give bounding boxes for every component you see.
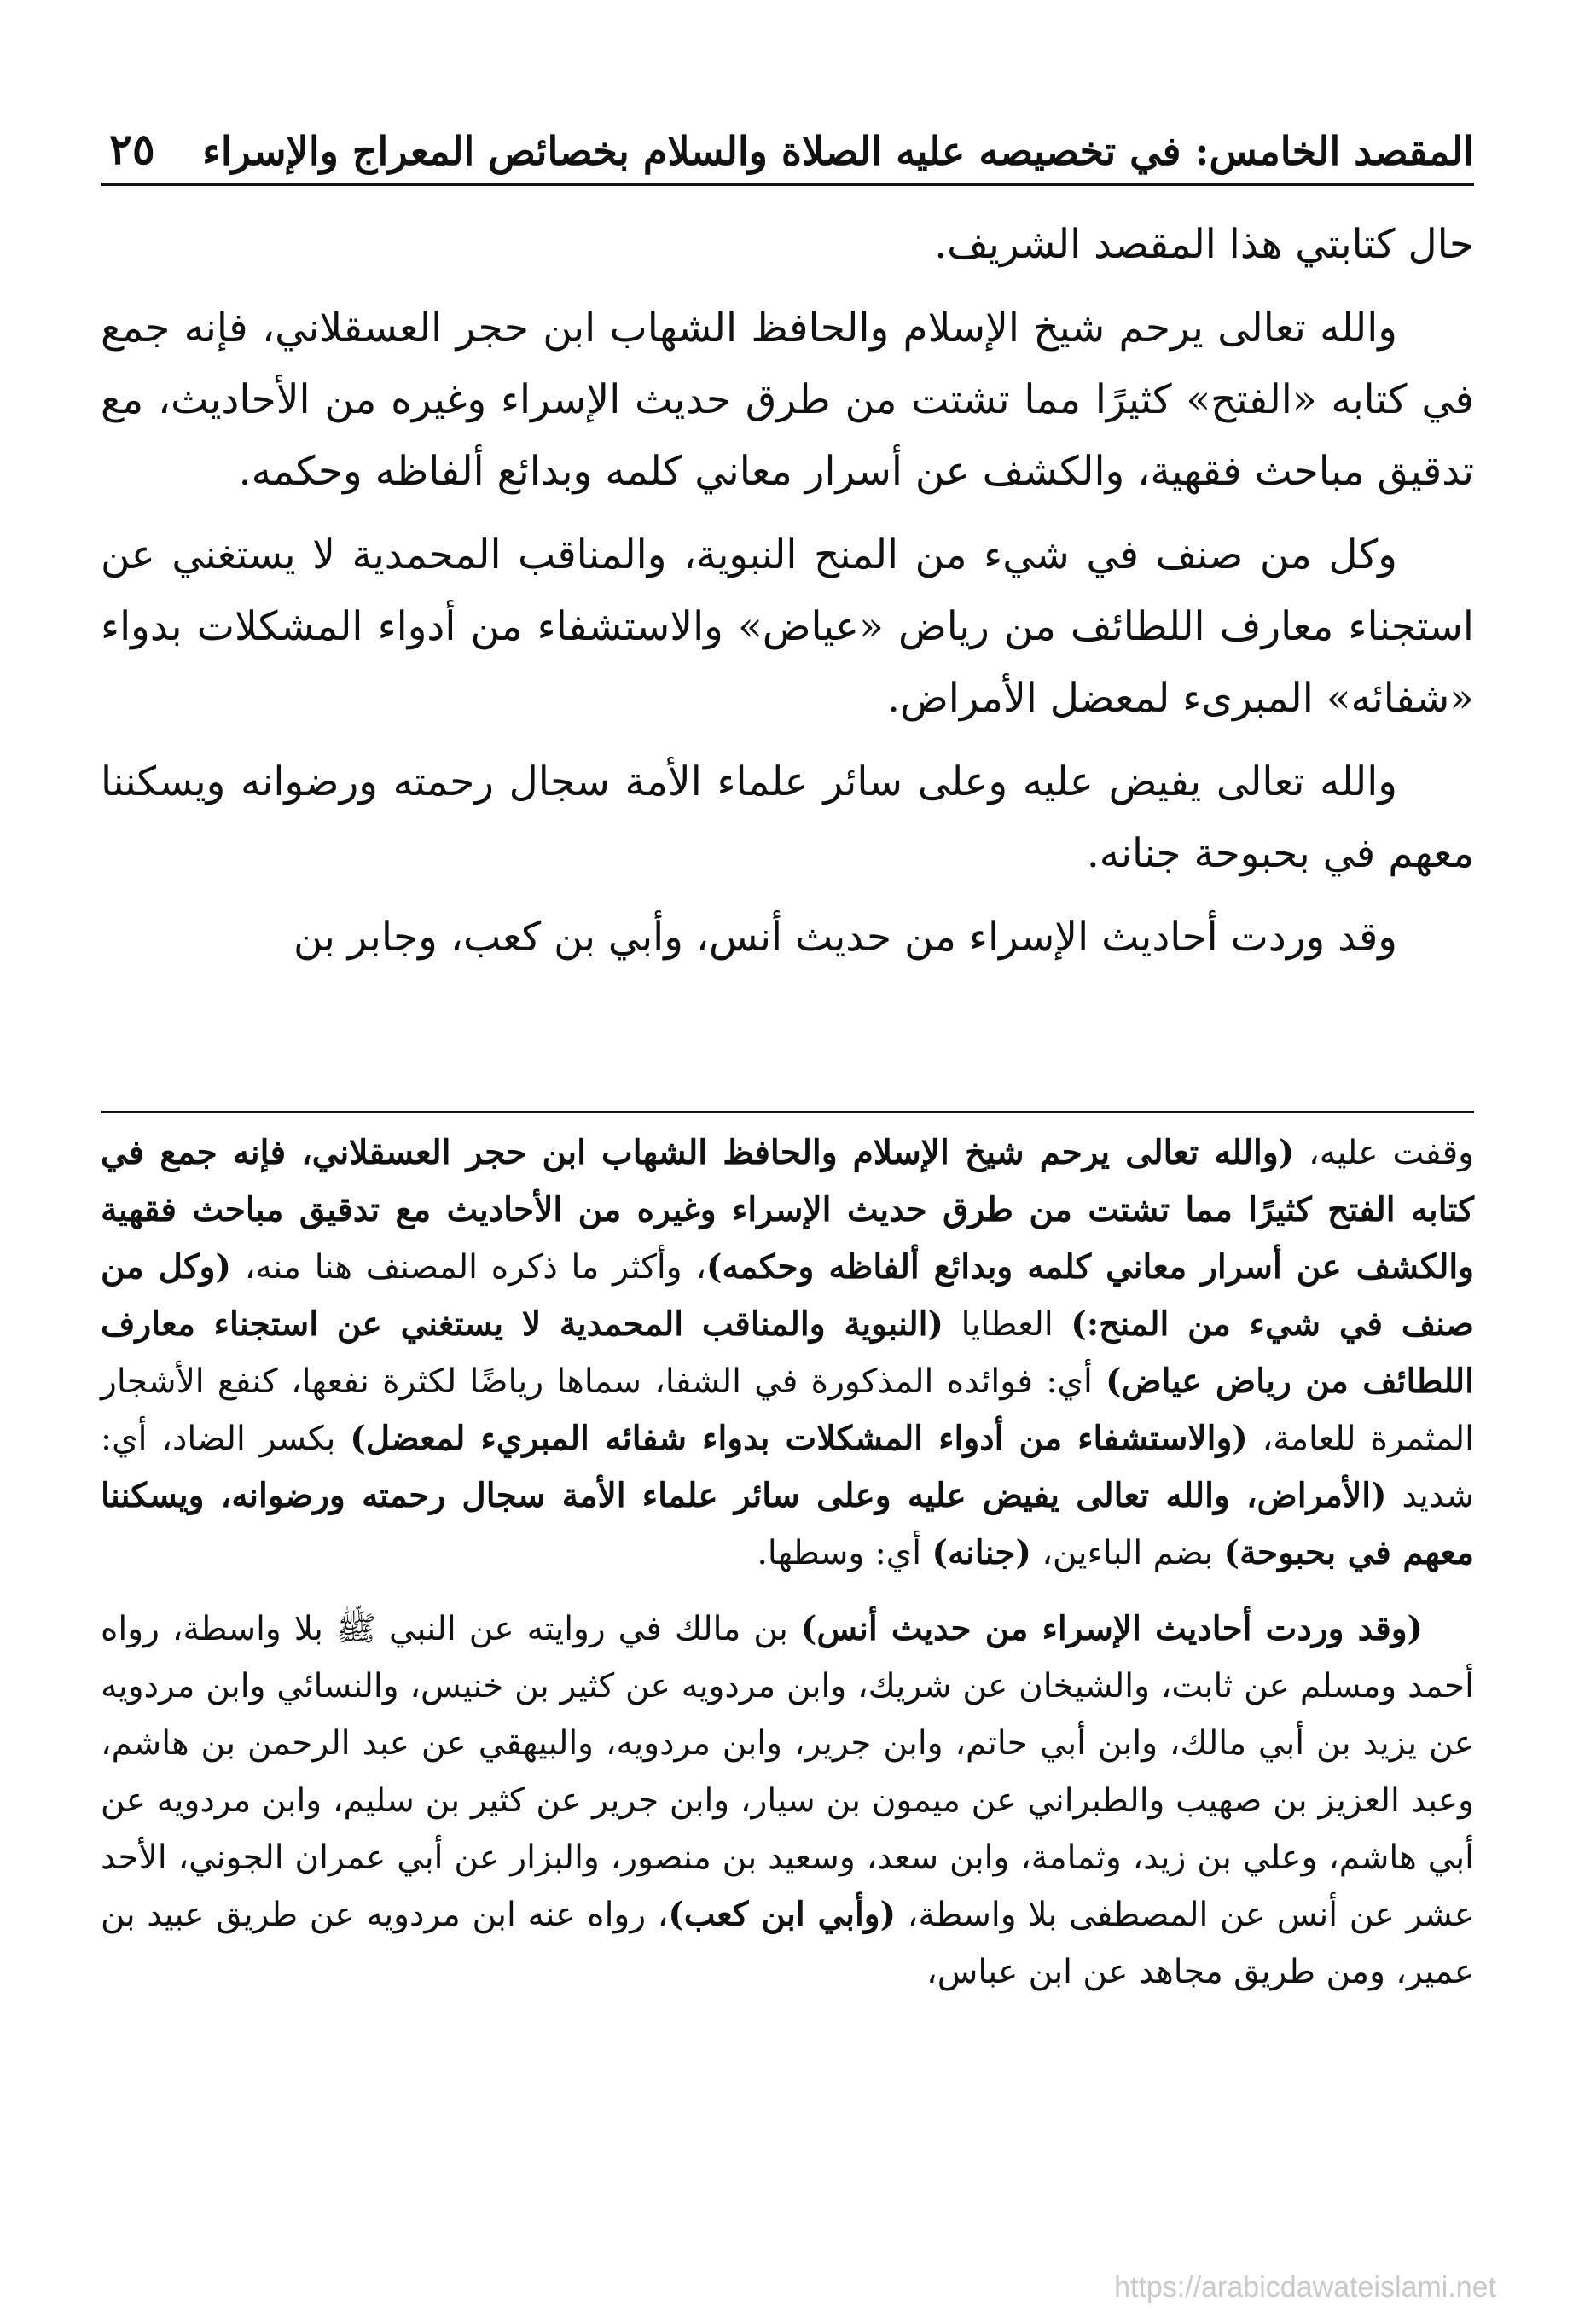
quoted-matn: (والله تعالى يرحم شيخ الإسلام والحافظ الشهاب ابن حجر العسقلاني، فإنه جمع في كتابه الفتح كثيرًا مما تشتت من طرق حديث الإسراء وغيره من الأحاديث مع تدقيق مباحث فقهية والكشف عن أسرار معاني كلمه وبدائع ألفاظه وحكمه): [101, 1133, 1474, 1287]
quoted-matn: (الأمراض، والله تعالى يفيض عليه وعلى سائر علماء الأمة سجال رحمته ورضوانه، ويسكننا معهم في بحبوحة): [101, 1476, 1474, 1572]
commentary-paragraph-1: [101, 1124, 1474, 1582]
quoted-matn: (وأبي ابن كعب): [668, 1895, 897, 1934]
main-paragraph-1: حال كتابتي هذا المقصد الشريف.: [934, 221, 1474, 268]
quoted-matn: (وقد وردت أحاديث الإسراء من حديث أنس): [800, 1609, 1424, 1648]
commentary-text: وقفت عليه،: [1294, 1134, 1474, 1172]
watermark-url: https://arabicdawateislami.net: [1114, 2271, 1496, 2304]
main-paragraph-3: وكل من صنف في شيء من المنح النبوية، والمناقب المحمدية لا يستغني عن استجناء معارف اللطائف من رياض «عياض» والاستشفاء من أدواء المشكلات بدواء «شفائه» المبرىء لمعضل الأمراض.: [101, 532, 1474, 722]
commentary-text: ، وأكثر ما ذكره المصنف هنا منه،: [230, 1248, 706, 1287]
commentary-text: أي: فوائده المذكورة في الشفا، سماها رياضًا لكثرة نفعها، كنفع الأشجار المثمرة للعامة،: [101, 1362, 1474, 1458]
main-paragraph-4: والله تعالى يفيض عليه وعلى سائر علماء الأمة سجال رحمته ورضوانه ويسكننا معهم في بحبوحة جنانه.: [101, 758, 1474, 877]
running-header: [101, 109, 1474, 174]
main-paragraph-2: والله تعالى يرحم شيخ الإسلام والحافظ الشهاب ابن حجر العسقلاني، فإنه جمع في كتابه «الفتح» كثيرًا مما تشتت من طرق حديث الإسراء وغيره من الأحاديث، مع تدقيق مباحث فقهية، والكشف عن أسرار معاني كلمه وبدائع ألفاظه وحكمه.: [101, 305, 1474, 495]
page-number: ٢٥: [109, 124, 155, 174]
commentary: [101, 1124, 1474, 2019]
quoted-matn: (وكل من صنف في شيء من المنح:): [101, 1247, 1474, 1344]
book-page: [101, 0, 1474, 2324]
commentary-text: أي: وسطها.: [757, 1534, 932, 1572]
commentary-text: ، رواه عنه ابن مردويه عن طريق عبيد بن عمير، ومن طريق مجاهد عن ابن عباس،: [101, 1896, 1474, 1991]
commentary-text: بضم الباءين،: [1030, 1534, 1224, 1572]
footnote-divider: [101, 1111, 1474, 1113]
chapter-title: المقصد الخامس: في تخصيصه عليه الصلاة والسلام بخصائص المعراج والإسراء: [202, 128, 1474, 174]
commentary-text: بكسر الضاد، أي: شديد: [101, 1420, 1474, 1515]
commentary-text: بن مالك في روايته عن النبي ﷺ بلا واسطة، رواه أحمد ومسلم عن ثابت، والشيخان عن شريك، وابن مردويه عن كثير بن خنيس، والنسائي وابن مردويه عن يزيد بن أبي مالك، وابن أبي حاتم، وابن جرير، وابن مردويه، والبيهقي عن عبد الرحمن بن هاشم، وعبد العزيز بن صهيب والطبراني عن ميمون بن سيار، وابن جرير عن كثير بن سليم، وابن مردويه عن أبي هاشم، وعلي بن زيد، وثمامة، وابن سعد، وسعيد بن منصور، والبزار عن أبي عمران الجوني، الأحد عشر عن أنس عن المصطفى بلا واسطة،: [101, 1610, 1474, 1934]
quoted-matn: (النبوية والمناقب المحمدية لا يستغني عن استجناء معارف اللطائف من رياض عياض): [101, 1304, 1475, 1401]
quoted-matn: (والاستشفاء من أدواء المشكلات بدواء شفائه المبريء لمعضل): [350, 1419, 1248, 1458]
commentary-text: العطايا: [943, 1305, 1071, 1344]
header-divider: [101, 183, 1474, 186]
main-text: [101, 209, 1474, 985]
main-paragraph-5: وقد وردت أحاديث الإسراء من حديث أنس، وأبي بن كعب، وجابر بن: [293, 914, 1397, 961]
commentary-paragraph-2: [101, 1601, 1474, 2001]
quoted-matn: (جنانه): [932, 1533, 1031, 1572]
